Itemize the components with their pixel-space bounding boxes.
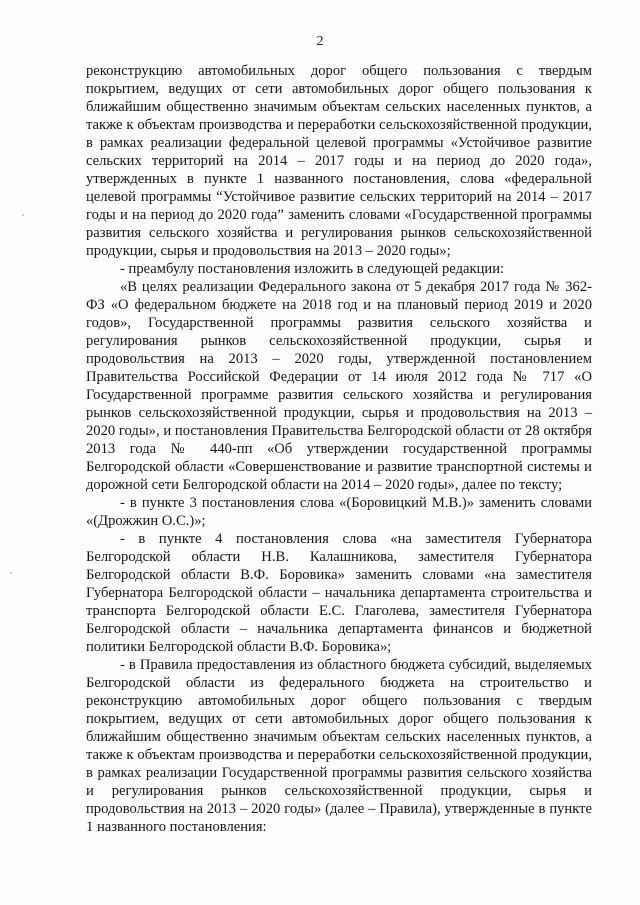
paragraph-item-point-4: - в пункте 4 постановления слова «на заместителя Губернатора Белгородской области Н.В. Калашникова, заместителя Губернатора Белгородской области В.Ф. Боровика» заменить словами «на заместителя Губернатора Белгородской области – начальника департамента строительства и транспорта Белгородской области Е.С. Глаголева, заместителя Губернатора Белгородской области – начальника департамента финансов и бюджетной политики Белгородской области В.Ф. Боровика»; [86,531,592,655]
document-body [86,62,592,836]
paragraph-item-rules: - в Правила предоставления из областного бюджета субсидий, выделяемых Белгородской области из федерального бюджета на строительство и реконструкцию автомобильных дорог общего пользования с твердым покрытием, ведущих от сети автомобильных дорог общего пользования к ближайшим общественно значимым объектам сельских населенных пунктов, а также к объектам производства и переработки сельскохозяйственной продукции, в рамках реализации Государственной программы развития сельского хозяйства и регулирования рынков сельскохозяйственной продукции, сырья и продовольствия на 2013 – 2020 годы» (далее – Правила), утвержденные в пункте 1 названного постановления: [86,657,592,835]
paragraph-continuation: реконструкцию автомобильных дорог общего пользования с твердым покрытием, ведущих от сети автомобильных дорог общего пользования к ближайшим общественно значимым объектам сельских населенных пунктов, а также к объектам производства и переработки сельскохозяйственной продукции, в рамках реализации федеральной целевой программы «Устойчивое развитие сельских территорий на 2014 – 2017 годы и на период до 2020 года», утвержденных в пункте 1 названного постановления, слова «федеральной целевой программы “Устойчивое развитие сельских территорий на 2014 – 2017 годы и на период до 2020 года” заменить словами «Государственной программы развития сельского хозяйства и регулирования рынков сельскохозяйственной продукции, сырья и продовольствия на 2013 – 2020 годы»; [86,63,592,259]
scan-artifact-left-lower [10,572,12,574]
paragraph-item-point-3: - в пункте 3 постановления слова «(Боровицкий М.В.)» заменить словами «(Дрожжин О.С.)»; [86,495,592,529]
scan-artifact-left [22,214,24,216]
page-number: 2 [316,34,324,49]
paragraph-preamble-text: «В целях реализации Федерального закона от 5 декабря 2017 года № 362-ФЗ «О федеральном бюджете на 2018 год и на плановый период 2019 и 2020 годов», Государственной программы развития сельского хозяйства и регулирования рынков сельскохозяйственной продукции, сырья и продовольствия на 2013 – 2020 годы, утвержденной постановлением Правительства Российской Федерации от 14 июля 2012 года № 717 «О Государственной программе развития сельского хозяйства и регулирования рынков сельскохозяйственной продукции, сырья и продовольствия на 2013 – 2020 годы», и постановления Правительства Белгородской области от 28 октября 2013 года № 440-пп «Об утверждении государственной программы Белгородской области «Совершенствование и развитие транспортной системы и дорожной сети Белгородской области на 2014 – 2020 годы», далее по тексту; [86,279,592,493]
paragraph-preamble-instruction: - преамбулу постановления изложить в следующей редакции: [120,261,505,277]
